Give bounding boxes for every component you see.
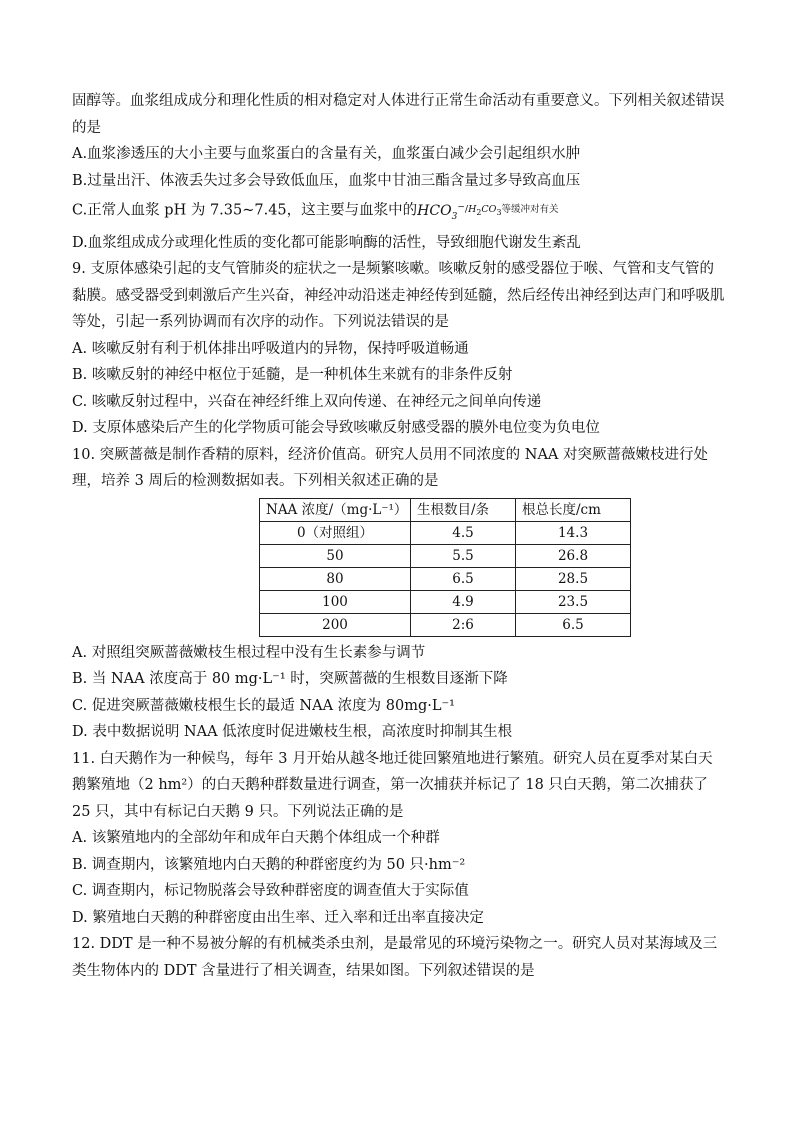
h-sub: 2 bbox=[476, 207, 482, 217]
table-cell: 5.5 bbox=[411, 544, 516, 567]
header-concentration: NAA 浓度/（mg·L⁻¹） bbox=[260, 498, 411, 521]
header-root-count: 生根数目/条 bbox=[411, 498, 516, 521]
table-cell: 14.3 bbox=[516, 521, 631, 544]
q11-option-a: A. 该繁殖地内的全部幼年和成年白天鹅个体组成一个种群 bbox=[72, 830, 440, 847]
table-row bbox=[260, 613, 631, 636]
q8-option-d: D.血浆组成成分或理化性质的变化都可能影响酶的活性，导致细胞代谢发生紊乱 bbox=[72, 234, 581, 251]
q9-option-b: B. 咳嗽反射的神经中枢位于延髓，是一种机体生来就有的非条件反射 bbox=[72, 367, 513, 384]
table-cell: 28.5 bbox=[516, 567, 631, 590]
table-row bbox=[260, 521, 631, 544]
table-cell: 4.5 bbox=[411, 521, 516, 544]
buffer-text: 等缓冲对有关 bbox=[501, 203, 559, 215]
q8-option-a: A.血浆渗透压的大小主要与血浆蛋白的含量有关，血浆蛋白减少会引起组织水肿 bbox=[72, 146, 581, 162]
q11-stem: 11. 白天鹅作为一种候鸟，每年 3 月开始从越冬地迁徙回繁殖地进行繁殖。研究人员在夏季对某白天鹅繁殖地（2 hm²）的白天鹅种群数量进行调查，第一次捕获并标记了 18 只白天鹅，第二次捕获了 25 只，其中有标记白天鹅 9 只。下列说法正确的是 bbox=[72, 750, 713, 820]
q11-option-d: D. 繁殖地白天鹅的种群密度由出生率、迁入率和迁出率直接决定 bbox=[72, 909, 484, 926]
table-cell: 23.5 bbox=[516, 590, 631, 613]
q12-stem: 12. DDT 是一种不易被分解的有机械类杀虫剂，是最常见的环境污染物之一。研究人员对某海域及三类生物体内的 DDT 含量进行了相关调查，结果如图。下列叙述错误的是 bbox=[72, 936, 718, 979]
q9-stem: 9. 支原体感染引起的支气管肺炎的症状之一是频繁咳嗽。咳嗽反射的感受器位于喉、气管和支气管的黏膜。感受器受到刺激后产生兴奋，神经冲动沿迷走神经传到延髓，然后经传出神经到达声门和呼吸肌等处，引起一系列协调而有次序的动作。下列说法错误的是 bbox=[72, 261, 725, 331]
table-cell: 50 bbox=[260, 544, 411, 567]
question-content bbox=[72, 88, 727, 984]
table-cell: 100 bbox=[260, 590, 411, 613]
q8-option-b: B.过量出汗、体液丢失过多会导致低血压，血浆中甘油三酯含量过多导致高血压 bbox=[72, 172, 581, 189]
co-text: CO bbox=[481, 203, 497, 215]
hco-sup: − bbox=[457, 202, 465, 212]
hco-sub: 3 bbox=[451, 211, 458, 222]
table-header-row bbox=[260, 498, 631, 521]
naa-data-table bbox=[259, 498, 631, 637]
co-sub: 3 bbox=[496, 207, 502, 217]
h-text: H bbox=[468, 203, 477, 215]
buffer-pair-note bbox=[465, 204, 559, 215]
hco-text: HCO bbox=[417, 202, 452, 219]
q8-stem-end: 固醇等。血浆组成成分和理化性质的相对稳定对人体进行正常生命活动有重要意义。下列相关叙述错误的是 bbox=[72, 93, 725, 136]
table-cell: 80 bbox=[260, 567, 411, 590]
table-cell: 6.5 bbox=[411, 567, 516, 590]
table-cell: 0（对照组） bbox=[260, 521, 411, 544]
q10-option-d: D. 表中数据说明 NAA 低浓度时促进嫩枝生根，高浓度时抑制其生根 bbox=[72, 724, 513, 741]
q8-option-c bbox=[72, 194, 727, 230]
bicarbonate-formula bbox=[417, 202, 465, 222]
table-row bbox=[260, 590, 631, 613]
table-cell: 6.5 bbox=[516, 613, 631, 636]
q10-option-c: C. 促进突厥蔷薇嫩枝根生长的最适 NAA 浓度为 80mg·L⁻¹ bbox=[72, 697, 455, 714]
table-row bbox=[260, 567, 631, 590]
header-root-length: 根总长度/cm bbox=[516, 498, 631, 521]
q9-option-c: C. 咳嗽反射过程中，兴奋在神经纤维上双向传递、在神经元之间单向传递 bbox=[72, 393, 542, 410]
q9-option-a: A. 咳嗽反射有利于机体排出呼吸道内的异物，保持呼吸道畅通 bbox=[72, 340, 469, 357]
q11-option-c: C. 调查期内，标记物脱落会导致种群密度的调查值大于实际值 bbox=[72, 883, 469, 900]
q10-stem: 10. 突厥蔷薇是制作香精的原料，经济价值高。研究人员用不同浓度的 NAA 对突厥蔷薇嫩枝进行处理，培养 3 周后的检测数据如表。下列相关叙述正确的是 bbox=[72, 446, 709, 490]
q10-option-a: A. 对照组突厥蔷薇嫩枝生根过程中没有生长素参与调节 bbox=[72, 644, 426, 661]
table-cell: 4.9 bbox=[411, 590, 516, 613]
table-cell: 26.8 bbox=[516, 544, 631, 567]
q10-option-b: B. 当 NAA 浓度高于 80 mg·L⁻¹ 时，突厥蔷薇的生根数目逐渐下降 bbox=[72, 671, 508, 688]
table-cell: 2:6 bbox=[411, 613, 516, 636]
q9-option-d: D. 支原体感染后产生的化学物质可能会导致咳嗽反射感受器的膜外电位变为负电位 bbox=[72, 420, 600, 437]
q8-option-c-text: C.正常人血浆 pH 为 7.35~7.45，这主要与血浆中的 bbox=[72, 202, 418, 219]
slash: / bbox=[464, 203, 469, 215]
table-cell: 200 bbox=[260, 613, 411, 636]
table-row bbox=[260, 544, 631, 567]
q11-option-b: B. 调查期内，该繁殖地内白天鹅的种群密度约为 50 只·hm⁻² bbox=[72, 856, 466, 873]
